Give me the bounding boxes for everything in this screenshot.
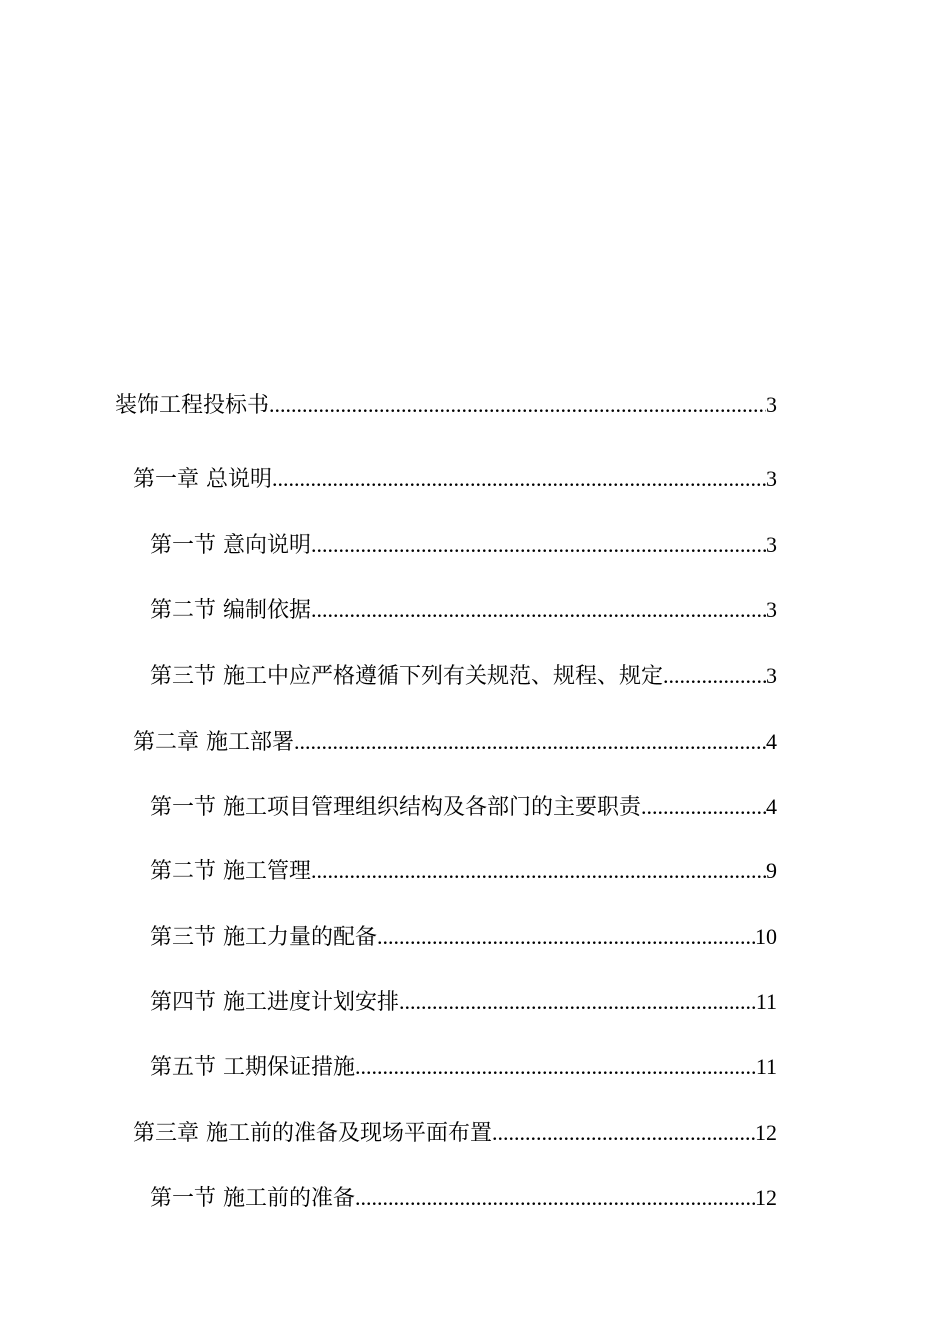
toc-entry-chapter-1[interactable] [133, 464, 777, 494]
toc-entry-section[interactable] [150, 1183, 777, 1213]
toc-dot-leader [311, 530, 766, 561]
toc-entry-label: 第三节 施工力量的配备 [150, 925, 377, 950]
toc-entry-page: 9 [766, 858, 777, 883]
toc-entry-page: 3 [766, 597, 777, 622]
toc-dot-leader [641, 792, 766, 823]
toc-dot-leader [377, 922, 755, 953]
toc-entry-section[interactable] [150, 856, 777, 886]
toc-entry-label: 第二节 施工管理 [150, 859, 311, 884]
toc-dot-leader [663, 661, 766, 692]
toc-entry-label: 第一章 总说明 [133, 467, 272, 492]
toc-entry-section[interactable] [150, 1052, 777, 1082]
toc-entry-label: 装饰工程投标书 [115, 393, 270, 418]
toc-entry-section[interactable] [150, 922, 777, 952]
toc-entry-chapter-3[interactable] [133, 1118, 777, 1148]
toc-dot-leader [311, 856, 766, 887]
toc-entry-page: 10 [755, 924, 777, 949]
toc-entry-page: 4 [766, 729, 777, 754]
toc-entry-section[interactable] [150, 530, 777, 560]
toc-dot-leader [294, 727, 766, 758]
toc-entry-page: 3 [766, 663, 777, 688]
toc-entry-page: 3 [766, 532, 777, 557]
toc-entry-label: 第三节 施工中应严格遵循下列有关规范、规程、规定 [150, 664, 663, 689]
toc-entry-label: 第一节 意向说明 [150, 533, 311, 558]
toc-entry-page: 12 [755, 1185, 777, 1210]
toc-dot-leader [492, 1118, 755, 1149]
toc-entry-title[interactable] [115, 390, 777, 420]
toc-entry-label: 第四节 施工进度计划安排 [150, 990, 399, 1015]
toc-dot-leader [311, 595, 766, 626]
toc-dot-leader [355, 1183, 755, 1214]
toc-entry-label: 第二节 编制依据 [150, 598, 311, 623]
toc-entry-label: 第一节 施工前的准备 [150, 1186, 355, 1211]
toc-dot-leader [272, 464, 766, 495]
toc-entry-page: 4 [766, 794, 777, 819]
toc-entry-label: 第二章 施工部署 [133, 730, 294, 755]
toc-dot-leader [269, 390, 766, 421]
toc-entry-section[interactable] [150, 792, 777, 822]
toc-entry-page: 3 [766, 392, 777, 417]
toc-entry-section[interactable] [150, 595, 777, 625]
toc-dot-leader [399, 987, 756, 1018]
toc-entry-section[interactable] [150, 987, 777, 1017]
toc-entry-page: 11 [755, 989, 777, 1014]
toc-entry-label: 第五节 工期保证措施 [150, 1055, 355, 1080]
toc-entry-page: 11 [755, 1054, 777, 1079]
toc-entry-label: 第三章 施工前的准备及现场平面布置 [133, 1121, 492, 1146]
toc-entry-label: 第一节 施工项目管理组织结构及各部门的主要职责 [150, 795, 641, 820]
toc-entry-section[interactable] [150, 661, 777, 691]
toc-entry-page: 3 [766, 466, 777, 491]
toc-dot-leader [355, 1052, 756, 1083]
toc-entry-page: 12 [755, 1120, 777, 1145]
toc-entry-chapter-2[interactable] [133, 727, 777, 757]
